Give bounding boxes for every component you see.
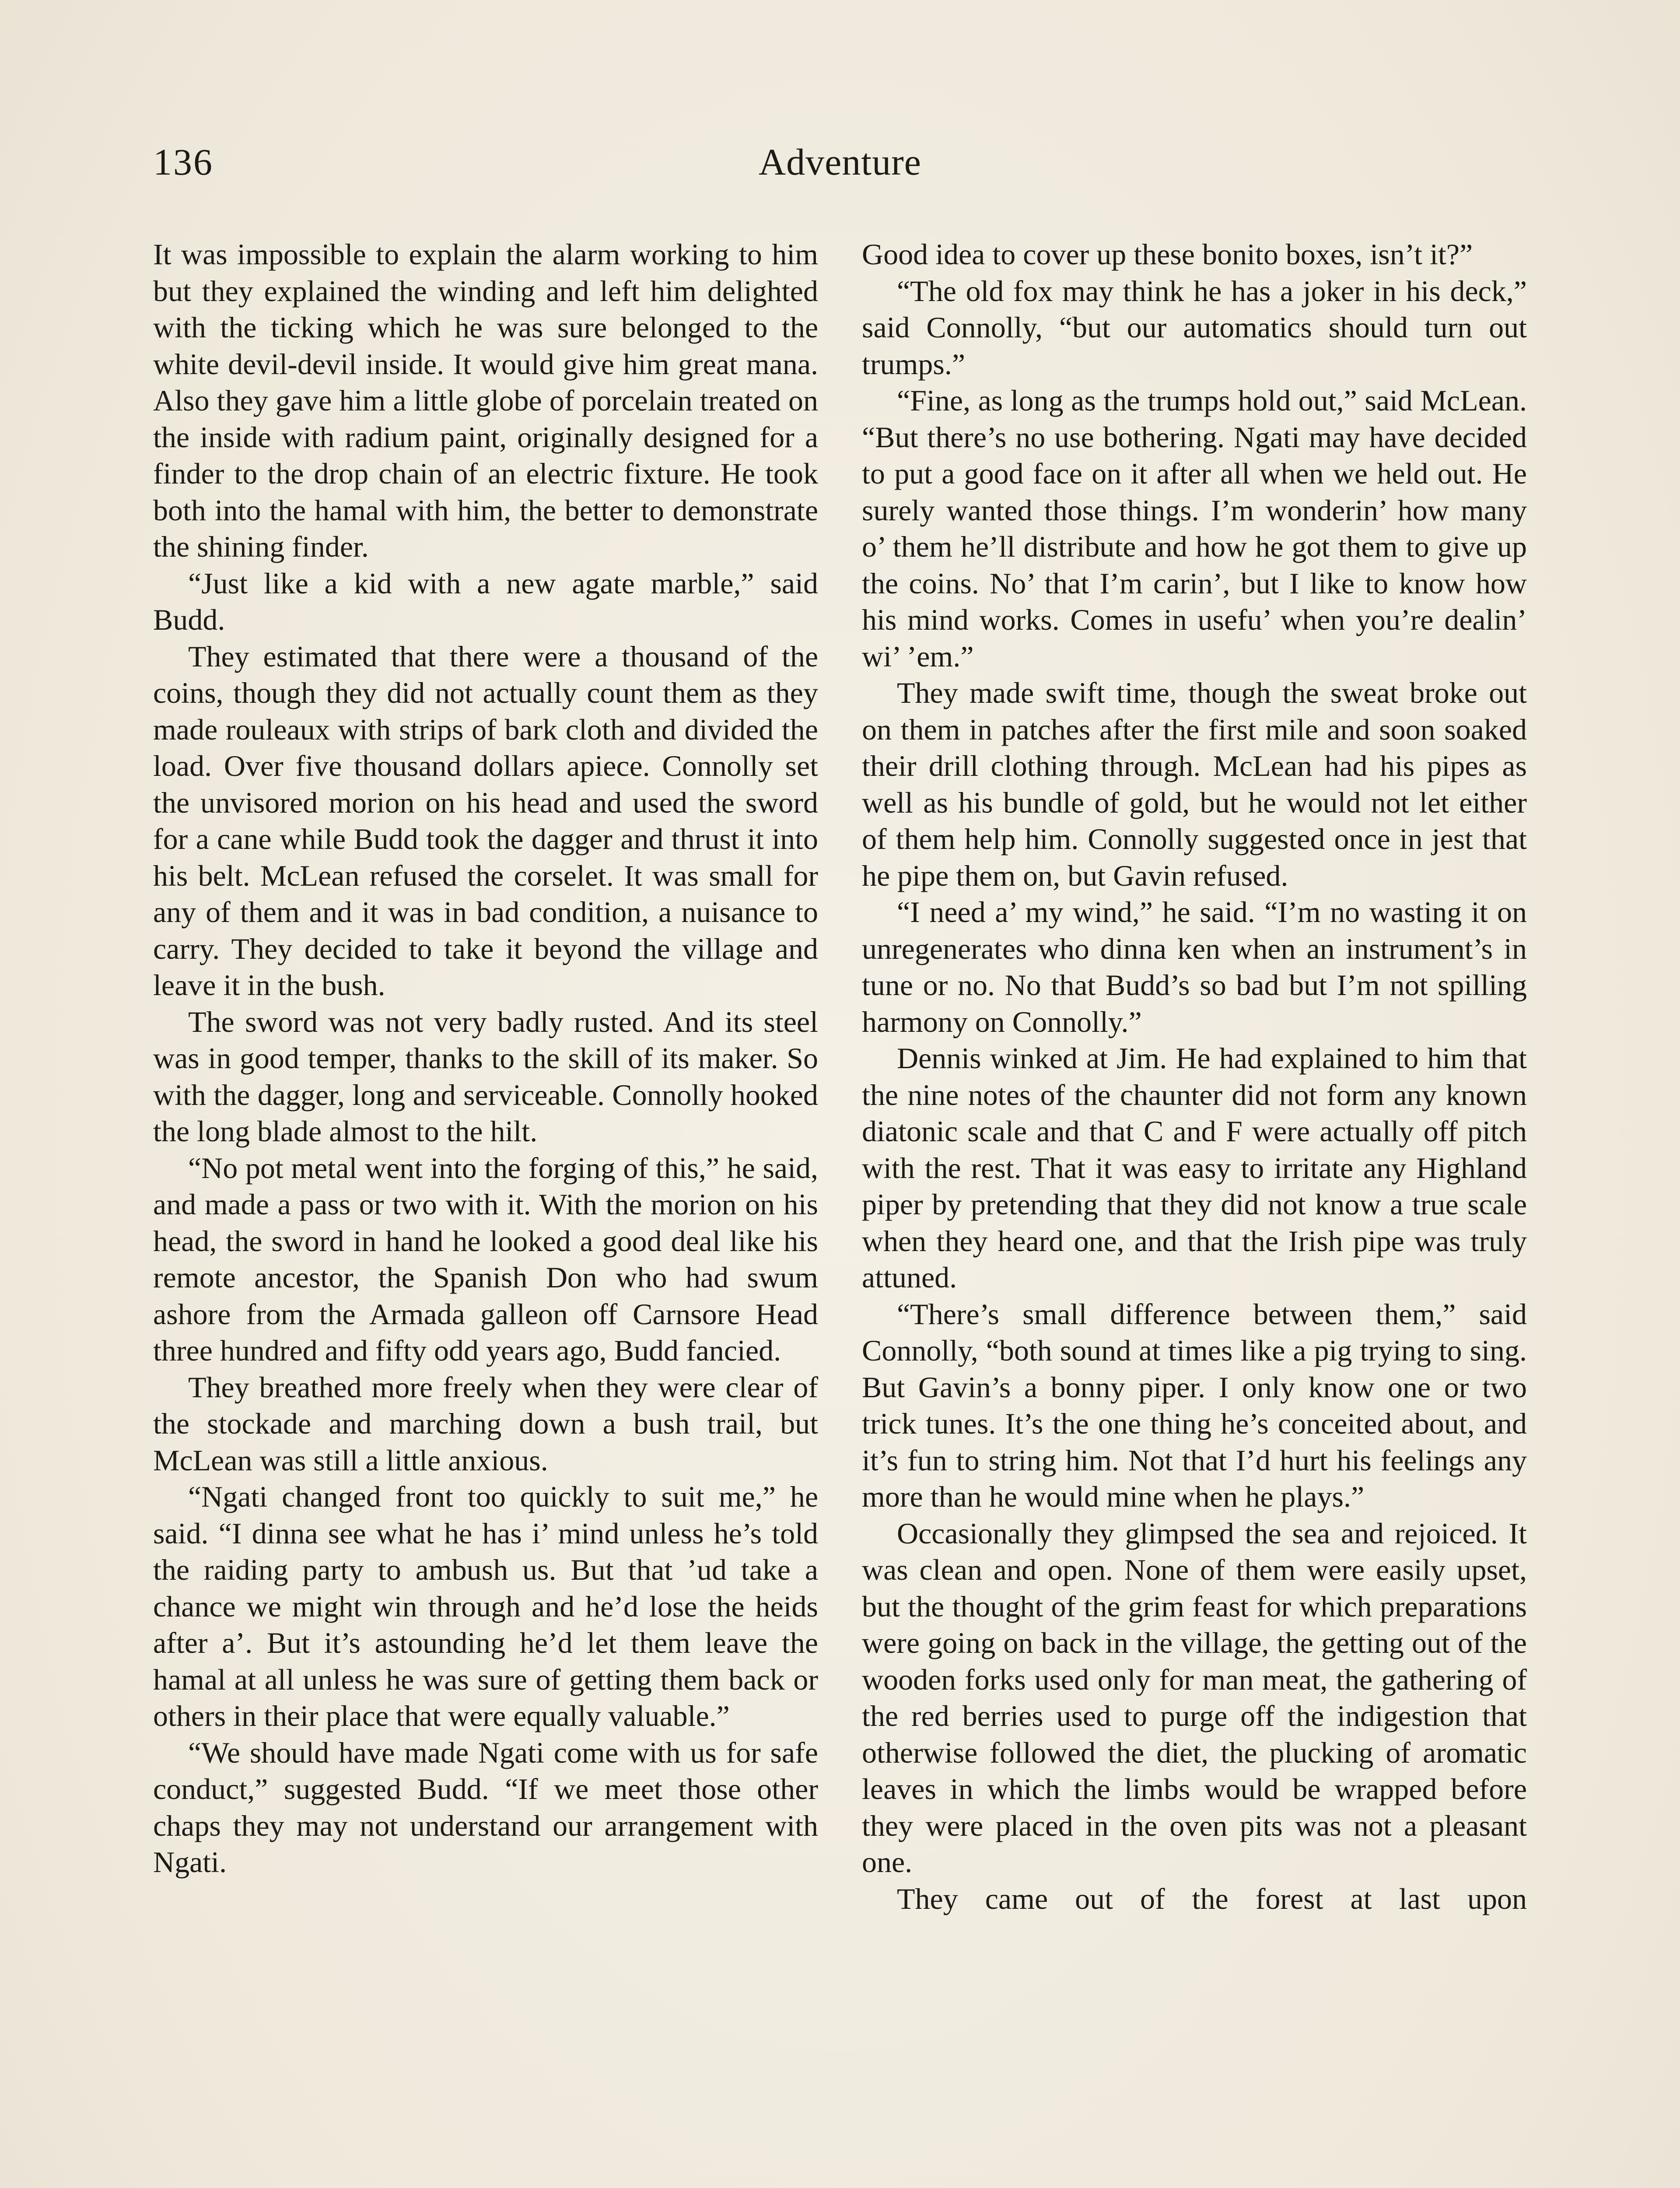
paragraph: They breathed more freely when they were clear of the stockade and marching down a bush trail, but McLean was still a little anxious. [153, 1370, 818, 1477]
paragraph: Dennis winked at Jim. He had explained to him that the nine notes of the chaunter did not form any known diatonic scale and that C and F were actually off pitch with the rest. That it was easy to irritate any Highland piper by pretending that they did not know a true scale when they heard one, and that the Irish pipe was truly attuned. [862, 1041, 1527, 1294]
paragraph: “Just like a kid with a new agate marble,” said Budd. [153, 566, 818, 636]
paragraph: “There’s small difference between them,” said Connolly, “both sound at times like a pig trying to sing. But Gavin’s a bonny piper. I only know one or two trick tunes. It’s the one thing he’s conceited about, and it’s fun to string him. Not that I’d hurt his feelings any more than he would mine when he plays.” [862, 1297, 1527, 1513]
page-number: 136 [153, 141, 214, 183]
left-column [153, 236, 818, 1881]
right-column [862, 236, 1527, 1917]
paragraph: Occasionally they glimpsed the sea and rejoiced. It was clean and open. None of them were easily upset, but the thought of the grim feast for which preparations were going on back in the village, the getting out of the wooden forks used only for man meat, the gathering of the red berries used to purge off the indigestion that otherwise followed the diet, the plucking of aromatic leaves in which the limbs would be wrapped before they were placed in the oven pits was not a pleasant one. [862, 1516, 1527, 1879]
paragraph: “We should have made Ngati come with us for safe conduct,” suggested Budd. “If we meet those other chaps they may not understand our arrangement with Ngati. [153, 1736, 818, 1879]
paragraph: It was impossible to explain the alarm working to him but they explained the winding and left him delighted with the ticking which he was sure belonged to the white devil-devil inside. It would give him great mana. Also they gave him a little globe of porcelain treated on the inside with radium paint, originally designed for a finder to the drop chain of an electric fixture. He took both into the hamal with him, the better to demonstrate the shining finder. [153, 238, 818, 563]
paragraph: “The old fox may think he has a joker in his deck,” said Connolly, “but our automatics should turn out trumps.” [862, 274, 1527, 381]
paragraph: “No pot metal went into the forging of this,” he said, and made a pass or two with it. With the morion on his head, the sword in hand he looked a good deal like his remote ancestor, the Spanish Don who had swum ashore from the Armada galleon off Carnsore Head three hundred and fifty odd years ago, Budd fancied. [153, 1151, 818, 1367]
paragraph: They estimated that there were a thousand of the coins, though they did not actually count them as they made rouleaux with strips of bark cloth and divided the load. Over five thousand dollars apiece. Connolly set the unvisored morion on his head and used the sword for a cane while Budd took the dagger and thrust it into his belt. McLean refused the corselet. It was small for any of them and it was in bad condition, a nuisance to carry. They decided to take it beyond the village and leave it in the bush. [153, 639, 818, 1002]
paragraph: “Fine, as long as the trumps hold out,” said McLean. “But there’s no use bothering. Ngati may have decided to put a good face on it after all when we held out. He surely wanted those things. I’m wonderin’ how many o’ them he’ll distribute and how he got them to give up the coins. No’ that I’m carin’, but I like to know how his mind works. Comes in usefu’ when you’re dealin’ wi’ ’em.” [862, 384, 1527, 673]
paragraph: They made swift time, though the sweat broke out on them in patches after the first mile and soon soaked their drill clothing through. McLean had his pipes as well as his bundle of gold, but he would not let either of them help him. Connolly suggested once in jest that he pipe them on, but Gavin refused. [862, 676, 1527, 892]
paragraph: They came out of the forest at last upon [897, 1882, 1527, 1915]
running-head [153, 140, 1527, 193]
paragraph: “I need a’ my wind,” he said. “I’m no wasting it on unregenerates who dinna ken when an instrument’s in tune or no. No that Budd’s so bad but I’m not spilling harmony on Connolly.” [862, 895, 1527, 1038]
magazine-title: Adventure [759, 141, 921, 183]
paragraph: Good idea to cover up these bonito boxes, isn’t it?” [862, 238, 1473, 271]
paragraph: “Ngati changed front too quickly to suit me,” he said. “I dinna see what he has i’ mind unless he’s told the raiding party to ambush us. But that ’ud take a chance we might win through and he’d lose the heids after a’. But it’s astounding he’d let them leave the hamal at all unless he was sure of getting them back or others in their place that were equally valuable.” [153, 1480, 818, 1732]
paragraph: The sword was not very badly rusted. And its steel was in good temper, thanks to the skill of its maker. So with the dagger, long and serviceable. Connolly hooked the long blade almost to the hilt. [153, 1005, 818, 1148]
